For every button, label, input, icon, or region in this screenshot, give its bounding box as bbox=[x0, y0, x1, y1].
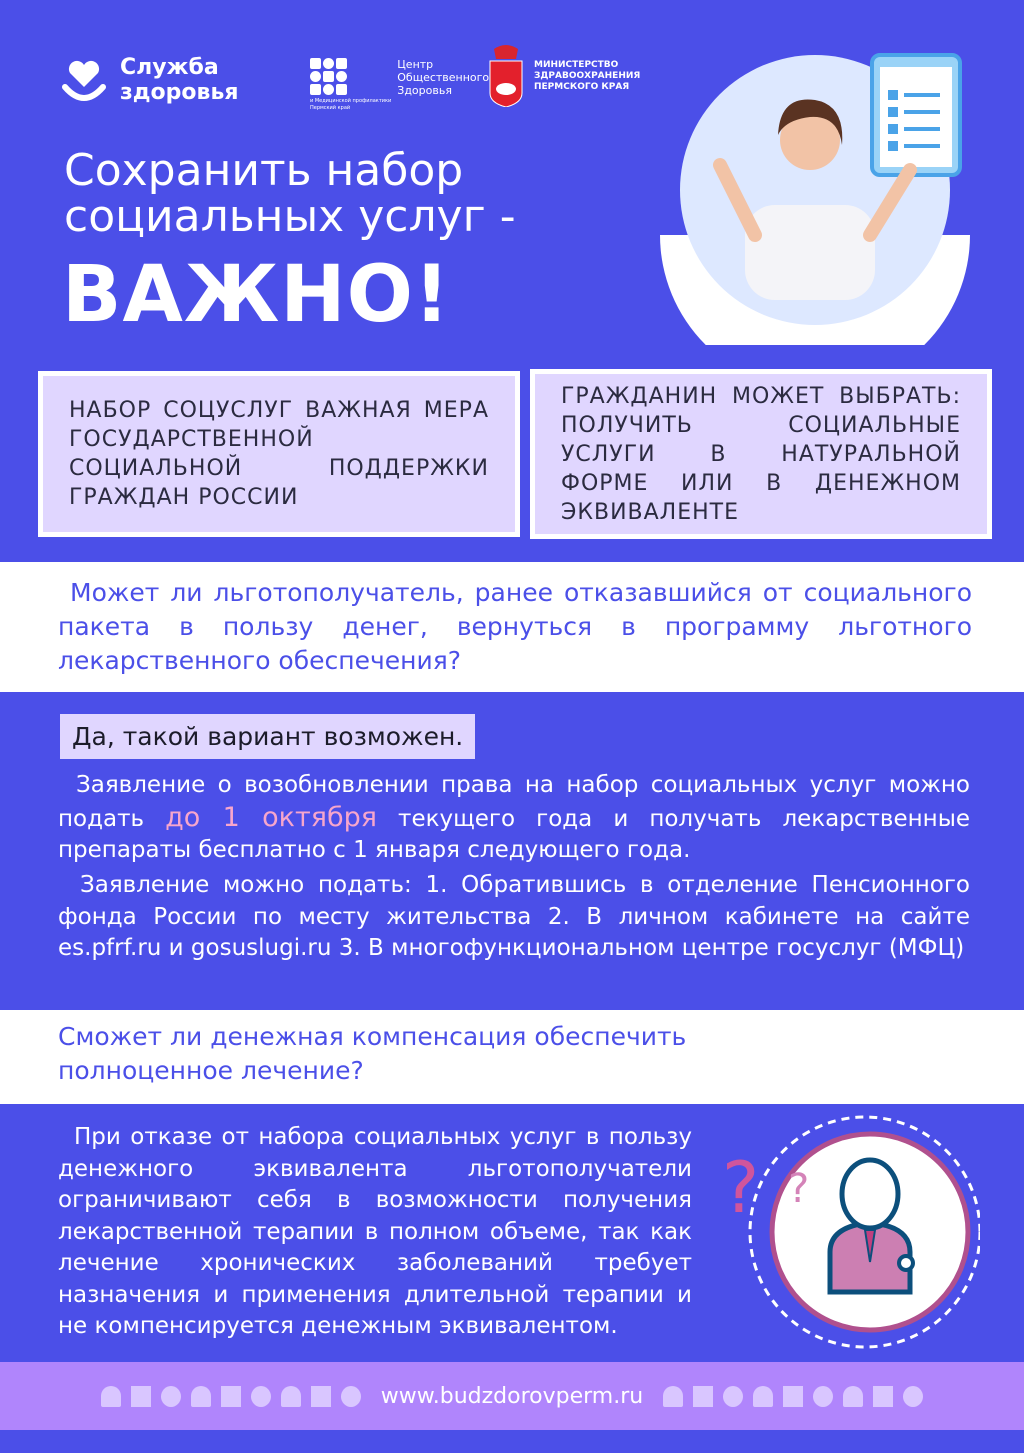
paragraph-reinstatement bbox=[58, 770, 970, 867]
footer bbox=[0, 1362, 1024, 1430]
logo-line: Общественного bbox=[397, 71, 490, 84]
info-box-text: НАБОР СОЦУСЛУГ ВАЖНАЯ МЕРА ГОСУДАРСТВЕННОЙ СОЦИАЛЬНОЙ ПОДДЕРЖКИ ГРАЖДАН РОССИИ bbox=[69, 398, 489, 510]
logo-ministry bbox=[488, 45, 640, 107]
doctor-question-icon bbox=[720, 1112, 980, 1352]
paragraph-how-to-apply: Заявление можно подать: 1. Обратившись в отделение Пенсионного фонда России по месту жительства 2. В личном кабинете на сайте es.pfrf.ru и gosuslugi.ru 3. В многофункциональном центре госуслуг (МФЦ) bbox=[58, 872, 970, 961]
decorative-shapes-icon bbox=[663, 1386, 923, 1407]
logo-center bbox=[310, 58, 489, 112]
svg-text:?: ? bbox=[788, 1166, 810, 1212]
logo-line: Здоровья bbox=[397, 84, 452, 97]
question-band-2 bbox=[0, 1010, 1024, 1104]
logo-grid-icon bbox=[310, 58, 391, 95]
title-line: социальных услуг - bbox=[64, 191, 516, 242]
answer-label: Да, такой вариант возможен. bbox=[60, 714, 475, 759]
logo-text: Служба здоровья bbox=[120, 55, 239, 105]
logo-sub: и Медицинской профилактики bbox=[310, 98, 392, 104]
logo-line: ПЕРМСКОГО КРАЯ bbox=[534, 81, 630, 92]
paragraph-compensation: При отказе от набора социальных услуг в пользу денежного эквивалента льготополучатели ограничивают себя в возможности получения лекарственной терапии в полном объеме, так как лечение хронических заболеваний требует назначения и применения длительной терапии и не компенсируется денежным эквивалентом. bbox=[58, 1124, 692, 1339]
question-1: Может ли льготополучатель, ранее отказавшийся от социального пакета в пользу денег, вернуться в программу льготного лекарственного обеспечения? bbox=[58, 578, 972, 675]
logo-line: МИНИСТЕРСТВО bbox=[534, 59, 619, 70]
deadline-highlight: до 1 октября bbox=[165, 801, 377, 833]
logo-line: ЗДРАВООХРАНЕНИЯ bbox=[534, 70, 641, 81]
info-box-text: ГРАЖДАНИН МОЖЕТ ВЫБРАТЬ: ПОЛУЧИТЬ СОЦИАЛЬНЫЕ УСЛУГИ В НАТУРАЛЬНОЙ ФОРМЕ ИЛИ В ДЕНЕЖНОМ ЭКВИВАЛЕНТЕ bbox=[561, 383, 961, 525]
title-emphasis: ВАЖНО! bbox=[62, 250, 451, 340]
logo-sub: Пермский край bbox=[310, 105, 351, 111]
logo-sluzhba-zdorovya bbox=[62, 55, 239, 105]
doctor-illustration bbox=[660, 45, 970, 345]
heart-smile-icon bbox=[62, 57, 106, 103]
svg-text:?: ? bbox=[722, 1147, 760, 1229]
text: Заявление о возобновлении права на набор социальных услуг можно подать bbox=[58, 772, 970, 832]
title-line: Сохранить набор bbox=[64, 145, 464, 196]
question-2: Сможет ли денежная компенсация обеспечить полноценное лечение? bbox=[58, 1022, 687, 1085]
website-link[interactable]: www.budzdorovperm.ru bbox=[380, 1383, 644, 1409]
info-box-importance bbox=[38, 371, 520, 537]
page-title bbox=[64, 145, 516, 242]
decorative-shapes-icon bbox=[101, 1386, 361, 1407]
info-box-choice bbox=[530, 369, 992, 539]
question-band-1 bbox=[0, 562, 1024, 692]
logo-line: Центр bbox=[397, 58, 434, 71]
text: текущего года и получать лекарственные препараты бесплатно с 1 января следующего года. bbox=[58, 805, 971, 863]
coat-of-arms-icon bbox=[488, 45, 524, 107]
